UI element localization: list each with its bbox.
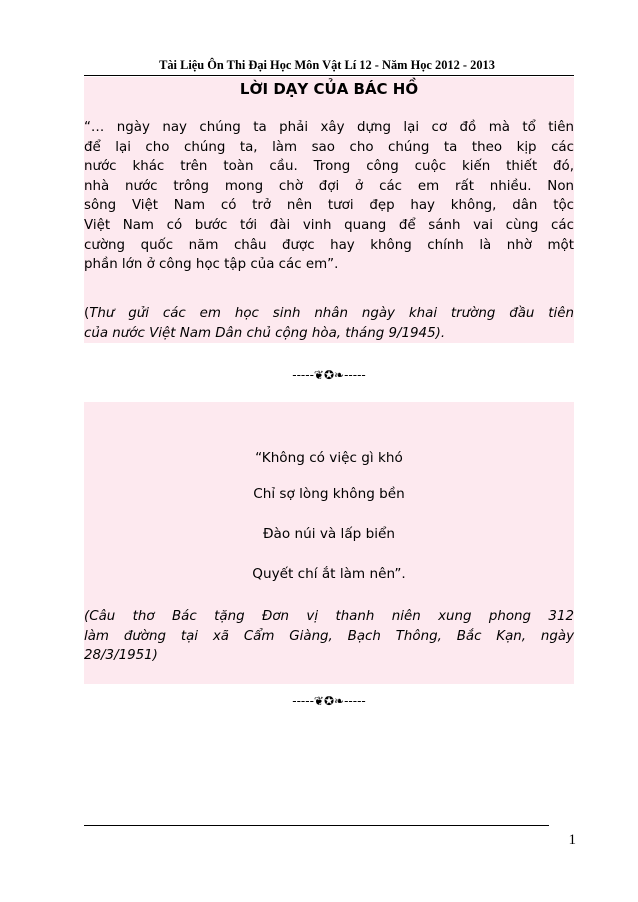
source-text: Thư gửi các em học sinh nhân ngày khai trường đầu tiên [89,306,574,321]
quote-line: sông Việt Nam có trở nên tươi đẹp hay không, dân tộc [84,198,574,214]
source-line [84,304,574,324]
poem-line: “Không có việc gì khó [255,450,403,466]
quote-line: để lại cho chúng ta, làm sao cho chúng ta theo kịp các [84,139,574,155]
ornament-divider: -----❦✪❧----- [292,694,366,708]
source-line: của nước Việt Nam Dân chủ cộng hòa, tháng 9/1945). [84,325,446,341]
poem-source [84,607,574,666]
source-line: (Câu thơ Bác tặng Đơn vị thanh niên xung phong 312 [84,609,574,624]
quote-line: phần lớn ở công học tập của các em”. [84,257,339,273]
poem-line: Quyết chí ắt làm nên”. [252,566,406,582]
quote-line: nước khác trên toàn cầu. Trong công cuộc kiến thiết đó, [84,159,574,175]
quote-line: “… ngày nay chúng ta phải xây dựng lại cơ đồ mà tổ tiên [84,120,574,135]
section-title: LỜI DẠY CỦA BÁC HỒ [239,80,419,98]
ornament-divider: -----❦✪❧----- [292,368,366,382]
page-number: 1 [568,832,576,848]
quote-paragraph [84,118,574,275]
quote-line: nhà nước trông mong chờ đợi ở các em rất nhiều. Non [84,178,574,194]
source-line: 28/3/1951) [84,648,158,664]
footer-rule [84,825,549,826]
source-open-paren: ( [84,306,90,321]
header-rule [84,75,574,76]
poem-line: Chỉ sợ lòng không bền [253,486,405,502]
poem-line: Đào núi và lấp biển [263,526,395,542]
quote-line: cường quốc năm châu được hay không chính là nhờ một [84,237,574,253]
source-line: làm đường tại xã Cẩm Giàng, Bạch Thông, Bắc Kạn, ngày [84,628,574,644]
running-header: Tài Liệu Ôn Thi Đại Học Môn Vật Lí 12 - Năm Học 2012 - 2013 [159,58,495,72]
quote-source [84,304,574,343]
quote-line: Việt Nam có bước tới đài vinh quang để sánh vai cùng các [84,217,574,233]
